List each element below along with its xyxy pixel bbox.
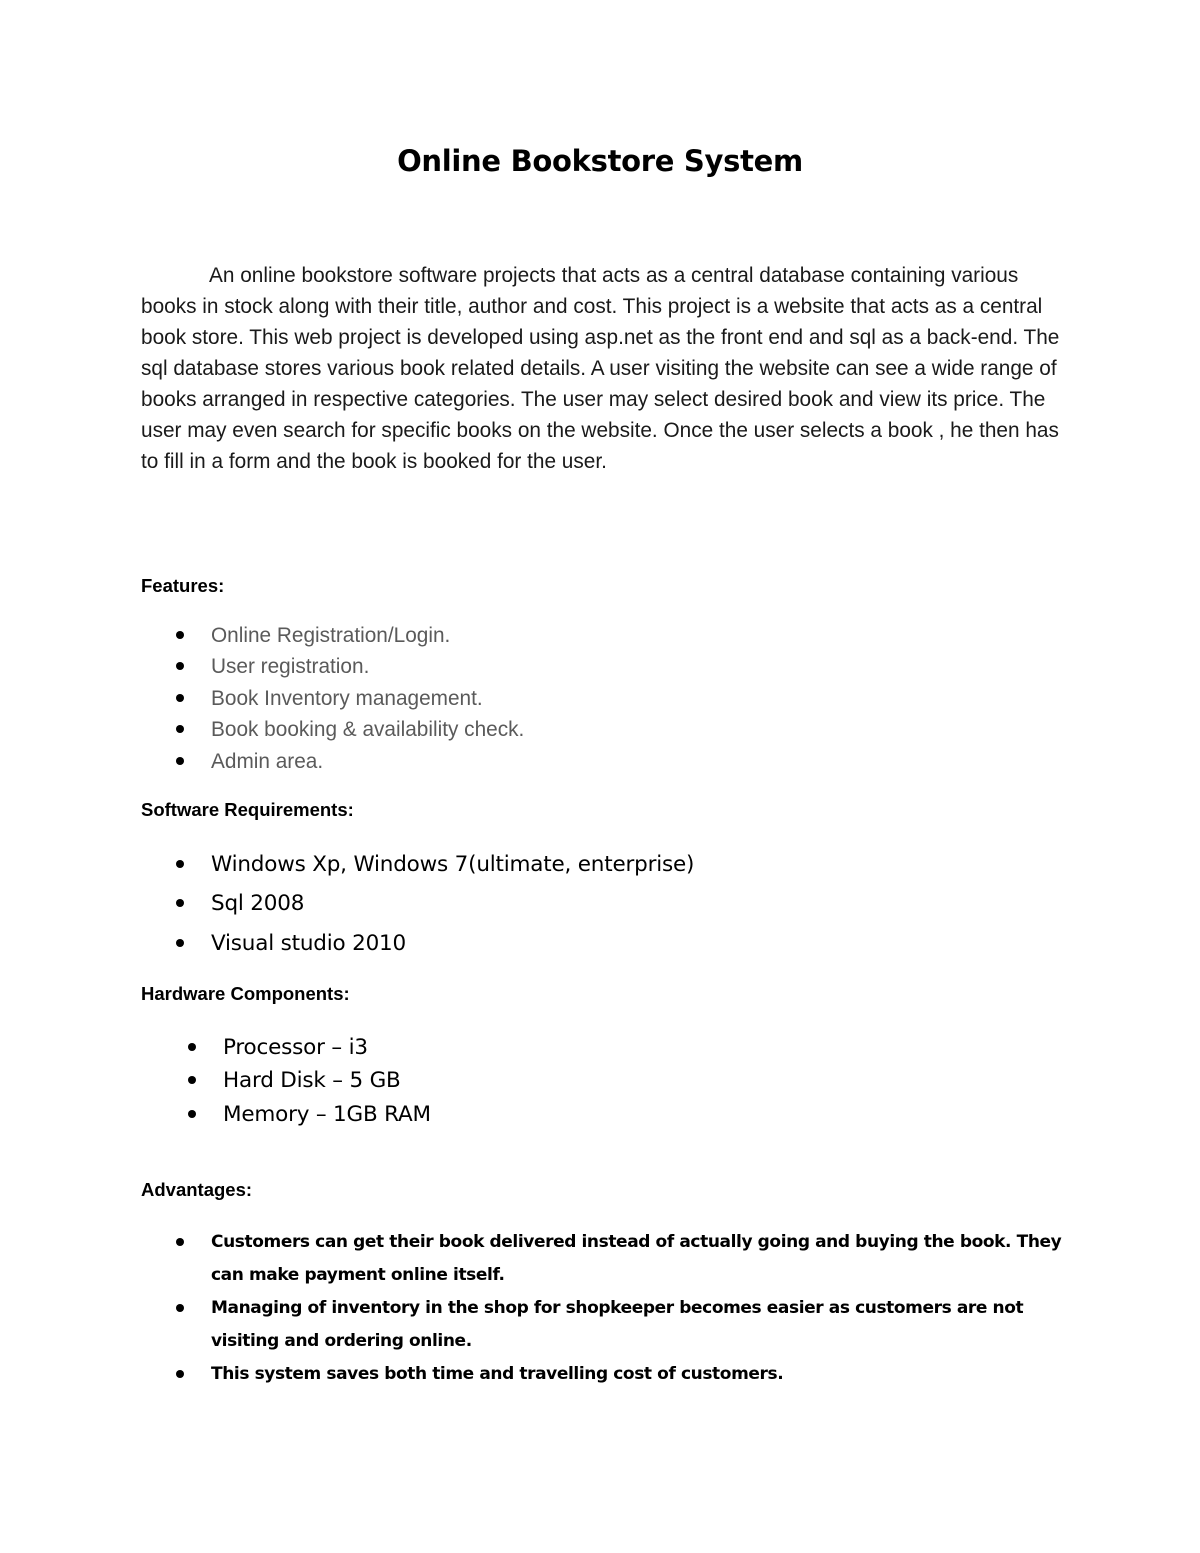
feature-item-text: Book Inventory management. (211, 686, 483, 710)
software-item-text: Sql 2008 (211, 891, 305, 917)
advantages-list (211, 1226, 1071, 1391)
software-item-text: Visual studio 2010 (211, 930, 407, 956)
software-item-text: Windows Xp, Windows 7(ultimate, enterprise) (211, 852, 695, 877)
feature-item (211, 683, 524, 714)
hardware-heading: Hardware Components: (141, 983, 350, 1004)
advantage-item-text: Managing of inventory in the shop for shopkeeper becomes easier as customers are not visiting and ordering online. (211, 1298, 1024, 1351)
feature-item (211, 651, 524, 682)
hardware-item-text: Processor – i3 (223, 1035, 368, 1060)
hardware-item (223, 1098, 431, 1131)
advantage-item (211, 1358, 1071, 1391)
hardware-item (223, 1031, 431, 1064)
advantage-item-text: This system saves both time and travelling cost of customers. (211, 1364, 784, 1384)
bullet-icon (176, 939, 184, 947)
advantage-item (211, 1292, 1071, 1358)
bullet-icon (176, 694, 184, 702)
bullet-icon (176, 1304, 184, 1312)
hardware-list (223, 1031, 431, 1131)
bullet-icon (176, 1370, 184, 1378)
features-list (211, 620, 524, 777)
feature-item-text: Admin area. (211, 749, 324, 773)
bullet-icon (188, 1076, 196, 1084)
hardware-item-text: Hard Disk – 5 GB (223, 1068, 401, 1094)
advantage-item (211, 1226, 1071, 1292)
feature-item-text: Online Registration/Login. (211, 624, 451, 647)
software-heading: Software Requirements: (141, 799, 354, 820)
feature-item (211, 620, 524, 651)
bullet-icon (176, 899, 184, 907)
bullet-icon (176, 662, 184, 670)
bullet-icon (188, 1043, 196, 1051)
bullet-icon (188, 1110, 196, 1118)
intro-text: An online bookstore software projects that acts as a central database containing various books in stock along with their title, author and cost. This project is a website that acts as a central book store. This web project is developed using asp.net as the front end and sql as a back-end. The sql database stores various book related details. A user visiting the website can see a wide range of books arranged in respective categories. The user may select desired book and view its price. The user may even search for specific books on the website. Once the user selects a book , he then has to fill in a form and the book is booked for the user. (141, 264, 1060, 473)
software-list (211, 845, 694, 963)
bullet-icon (176, 1238, 184, 1246)
software-item (211, 845, 694, 884)
feature-item-text: Book booking & availability check. (211, 718, 525, 742)
bullet-icon (176, 725, 184, 733)
bullet-icon (176, 631, 184, 639)
feature-item (211, 714, 524, 745)
hardware-item-text: Memory – 1GB RAM (223, 1101, 431, 1127)
bullet-icon (176, 757, 184, 765)
advantages-heading: Advantages: (141, 1179, 253, 1200)
feature-item (211, 746, 524, 777)
bullet-icon (176, 860, 184, 868)
intro-paragraph (141, 260, 1061, 477)
document-title: Online Bookstore System (397, 144, 803, 178)
software-item (211, 924, 694, 963)
advantage-item-text: Customers can get their book delivered instead of actually going and buying the book. They can make payment online itself. (211, 1232, 1062, 1285)
hardware-item (223, 1064, 431, 1097)
feature-item-text: User registration. (211, 655, 370, 679)
software-item (211, 884, 694, 923)
features-heading: Features: (141, 575, 225, 596)
